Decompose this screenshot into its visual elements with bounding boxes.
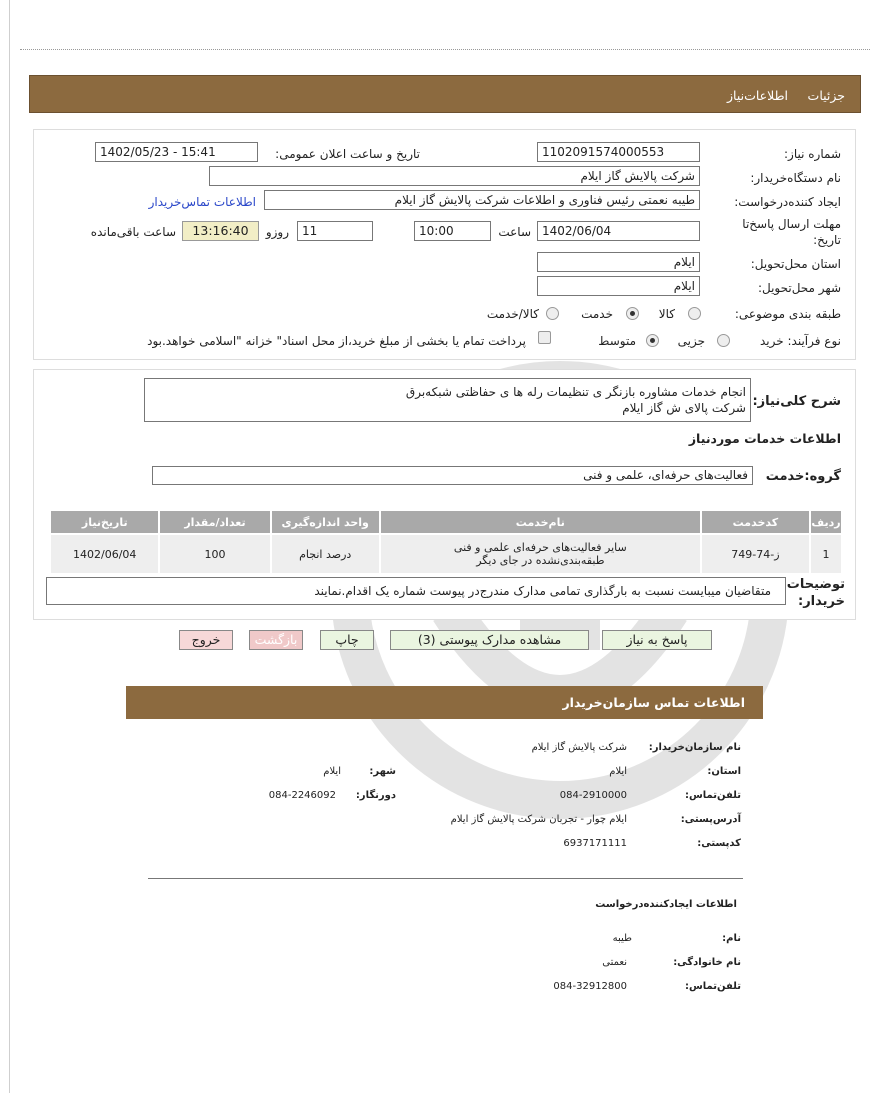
treasury-payment-checkbox[interactable]: [538, 331, 551, 344]
col-header-unit: واحد اندازه‌گیری: [271, 510, 380, 534]
buyer-notes-label-line1: توضیحات: [786, 577, 845, 592]
deadline-label-line2: تاریخ:: [813, 233, 841, 247]
deadline-label-line1: مهلت ارسال پاسخ‌تا: [742, 217, 841, 231]
buyer-org-label: نام دستگاه‌خریدار:: [750, 171, 841, 185]
buyer-contact-link[interactable]: اطلاعات تماس‌خریدار: [148, 195, 256, 209]
exit-button[interactable]: خروج: [179, 630, 233, 650]
org-postal-value: 6937171111: [563, 838, 627, 849]
org-address-label: آدرس‌پستی:: [680, 814, 741, 825]
back-button[interactable]: بازگشت: [249, 630, 303, 650]
org-fax-value: 084-2246092: [268, 790, 336, 801]
announce-date-label: تاریخ و ساعت اعلان عمومی:: [275, 147, 420, 161]
requester-family-label: نام خانوادگی:: [673, 957, 741, 968]
col-header-date: تاریخ‌نیاز: [50, 510, 159, 534]
deadline-time-label: ساعت: [498, 225, 531, 239]
col-header-qty: تعداد/مقدار: [159, 510, 270, 534]
service-group-field: فعالیت‌های حرفه‌ای، علمی و فنی: [152, 466, 753, 485]
need-details-panel: [33, 129, 856, 360]
description-line-1: انجام خدمات مشاوره بازنگر ی تنظیمات رله ها ی حفاظتی شبکه‌برق: [405, 385, 746, 399]
announce-date-field: 1402/05/23 - 15:41: [95, 142, 258, 162]
cell-qty: 100: [159, 534, 270, 574]
category-option-service: خدمت: [581, 307, 613, 321]
description-label: شرح کلی‌نیاز:: [752, 394, 841, 409]
cell-code: ز-74-749: [701, 534, 810, 574]
need-number-field: 1102091574000553: [537, 142, 700, 162]
buyer-notes-label-line2: خریدار:: [798, 594, 845, 609]
buyer-org-field: شرکت پالایش گاز ایلام: [209, 166, 700, 186]
province-field: ایلام: [537, 252, 700, 272]
creator-label: ایجاد کننده‌درخواست:: [734, 195, 841, 209]
deadline-date-field: 1402/06/04: [537, 221, 700, 241]
org-postal-label: کدپستی:: [697, 838, 741, 849]
table-row: [50, 534, 842, 574]
category-label: طبقه بندی موضوعی:: [734, 307, 841, 321]
cell-unit: درصد انجام: [271, 534, 380, 574]
table-header-row: [50, 510, 842, 534]
city-label: شهر محل‌تحویل:: [757, 281, 841, 295]
days-label: روزو: [265, 225, 289, 239]
process-radio-minor[interactable]: [717, 334, 730, 347]
requester-family-value: نعمتی: [602, 957, 627, 968]
cell-name-line-1: سایر فعالیت‌های حرفه‌ای علمی و فنی: [453, 541, 627, 554]
requester-phone-label: تلفن‌تماس:: [684, 981, 741, 992]
treasury-payment-note: پرداخت تمام یا بخشی از مبلغ خرید،از محل اسناد" خزانه "اسلامی خواهد.بود: [147, 334, 526, 348]
cell-name-line-2: طبقه‌بندی‌نشده در جای دیگر: [476, 554, 605, 567]
cell-row: 1: [810, 534, 842, 574]
org-phone-label: تلفن‌تماس:: [684, 790, 741, 801]
org-fax-label: دورنگار:: [355, 790, 396, 801]
org-contact-header: [126, 686, 763, 719]
org-city-value: ایلام: [323, 766, 341, 777]
view-attachments-button[interactable]: مشاهده مدارک پیوستی (3): [390, 630, 589, 650]
days-remaining-field: 11: [297, 221, 373, 241]
description-line-2: شرکت پالای ش گاز ایلام: [622, 401, 746, 415]
requester-phone-value: 084-32912800: [553, 981, 627, 992]
category-radio-service[interactable]: [626, 307, 639, 320]
org-province-value: ایلام: [609, 766, 627, 777]
org-city-label: شهر:: [369, 766, 396, 777]
reply-to-need-button[interactable]: پاسخ به نیاز: [602, 630, 712, 650]
deadline-time-field: 10:00: [414, 221, 491, 241]
remaining-time-label: ساعت باقی‌مانده: [90, 225, 176, 239]
need-number-label: شماره نیاز:: [784, 147, 841, 161]
org-name-label: نام سازمان‌خریدار:: [648, 742, 741, 753]
creator-field: طیبه نعمتی رئیس فناوری و اطلاعات شرکت پالایش گاز ایلام: [264, 190, 700, 210]
process-option-minor: جزیی: [677, 334, 705, 348]
remaining-time-field: 13:16:40: [182, 221, 259, 241]
process-type-label: نوع فرآیند: خرید: [760, 334, 841, 348]
cell-date: 1402/06/04: [50, 534, 159, 574]
services-table: [49, 509, 843, 575]
tab-details[interactable]: جزئیات: [807, 88, 845, 103]
description-field: [144, 378, 751, 422]
org-phone-value: 084-2910000: [559, 790, 627, 801]
category-option-goods: کالا: [658, 307, 675, 321]
cell-name: [380, 534, 701, 574]
left-border-line: [9, 0, 10, 1093]
buyer-notes-field: متقاضیان میبایست نسبت به بارگذاری تمامی مدارک مندرج‌در پیوست شماره یک اقدام.نمایند: [46, 577, 786, 605]
category-radio-goods-service[interactable]: [546, 307, 559, 320]
category-option-goods-service: کالا/خدمت: [486, 307, 539, 321]
page-header-bar: [29, 75, 861, 113]
top-dotted-divider: [20, 49, 870, 50]
tab-need-info[interactable]: اطلاعات‌نیاز: [726, 88, 788, 103]
process-radio-medium[interactable]: [646, 334, 659, 347]
services-info-title: اطلاعات خدمات موردنیاز: [688, 431, 841, 446]
requester-name-value: طیبه: [612, 933, 632, 944]
city-field: ایلام: [537, 276, 700, 296]
section-divider: [148, 878, 743, 879]
org-contact-title: اطلاعات تماس سازمان‌خریدار: [562, 695, 745, 710]
org-address-value: ایلام چوار - تجربان شرکت پالایش گاز ایلام: [450, 814, 627, 825]
requester-name-label: نام:: [722, 933, 741, 944]
requester-title: اطلاعات ایجادکننده‌درخواست: [595, 899, 737, 910]
service-group-label: گروه:خدمت: [765, 469, 841, 484]
province-label: استان محل‌تحویل:: [750, 257, 841, 271]
col-header-row: ردیف: [810, 510, 842, 534]
process-option-medium: متوسط: [598, 334, 636, 348]
org-name-value: شرکت پالایش گاز ایلام: [531, 742, 627, 753]
col-header-code: کدخدمت: [701, 510, 810, 534]
print-button[interactable]: چاپ: [320, 630, 374, 650]
category-radio-goods[interactable]: [688, 307, 701, 320]
col-header-name: نام‌خدمت: [380, 510, 701, 534]
org-province-label: استان:: [707, 766, 741, 777]
